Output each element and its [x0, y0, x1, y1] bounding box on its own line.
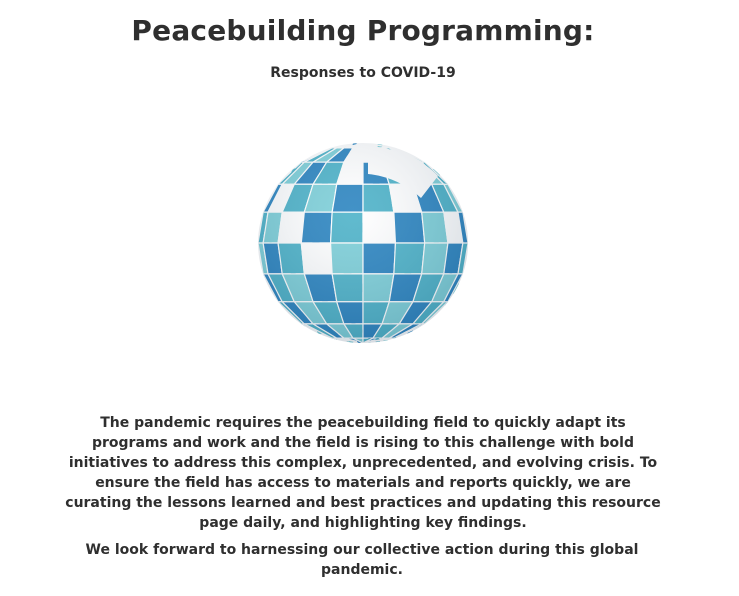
globe-shading	[258, 143, 468, 343]
page-subtitle: Responses to COVID-19	[270, 65, 456, 81]
intro-paragraph: The pandemic requires the peacebuilding field to quickly adapt its programs and work and the field is rising to this challenge with bold initiatives to address this complex, unprecedented, and evolving crisis. To ensure the field has access to materials and reports quickly, we are curating the lessons learned and best practices and updating this resource page daily, and highlighting key findings.	[65, 415, 661, 531]
puzzle-globe-image	[256, 136, 470, 350]
closing-paragraph: We look forward to harnessing our collective action during this global pandemic.	[85, 542, 639, 578]
page-title: Peacebuilding Programming:	[131, 14, 595, 47]
puzzle-globe-icon	[256, 136, 470, 350]
